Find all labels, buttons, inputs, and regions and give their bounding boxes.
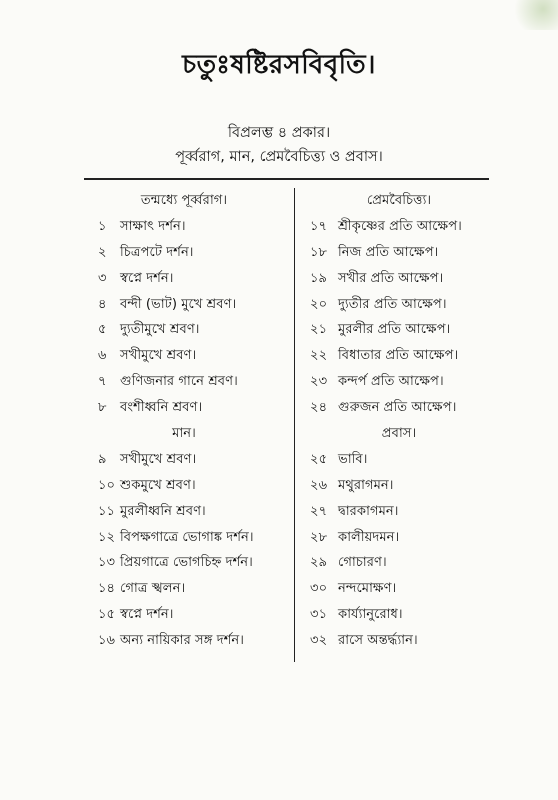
list-item [304, 602, 494, 628]
item-text: মুরলীধ্বনি শ্রবণ। [120, 503, 206, 519]
item-text: স্বপ্নে দর্শন। [120, 270, 174, 286]
item-text: গুরুজন প্রতি আক্ষেপ। [338, 400, 457, 416]
section-heading-text: তন্মধ্যে পূর্ব্বরাগ। [140, 193, 228, 208]
item-number: ২৩ [310, 374, 328, 390]
item-text: বিধাতার প্রতি আক্ষেপ। [338, 348, 459, 364]
list-item [84, 525, 284, 551]
list-item [304, 447, 494, 473]
column-divider [294, 188, 295, 662]
item-number: ১৪ [98, 581, 116, 597]
item-text: প্রিয়গাত্রে ভোগচিহ্ন দর্শন। [120, 555, 253, 571]
list-item [84, 550, 284, 576]
item-text: শ্রীকৃষ্ণের প্রতি আক্ষেপ। [338, 218, 462, 234]
list-item [84, 214, 284, 240]
item-text: সখীমুখে শ্রবণ। [120, 348, 197, 364]
section-heading-text: মান। [172, 426, 196, 442]
item-text: সাক্ষাৎ দর্শন। [120, 218, 186, 234]
item-number: ১৬ [98, 633, 116, 649]
item-text: বংশীধ্বনি শ্রবণ। [120, 400, 203, 416]
list-item [304, 499, 494, 525]
list-item [84, 292, 284, 318]
item-text: অন্য নায়িকার সঙ্গ দর্শন। [120, 633, 245, 649]
list-item [84, 447, 284, 473]
item-text: দ্যুতীমুখে শ্রবণ। [120, 322, 200, 338]
section-heading [304, 188, 494, 214]
item-number: ১১ [98, 503, 116, 519]
list-item [84, 602, 284, 628]
list-item [304, 240, 494, 266]
item-number: ১ [98, 218, 107, 234]
item-number: ৩০ [310, 581, 328, 597]
item-number: ৩১ [310, 607, 328, 623]
item-number: ২৭ [310, 503, 328, 519]
item-number: ২৬ [310, 477, 328, 493]
item-text: গোচারণ। [338, 555, 387, 571]
item-text: কার্য্যানুরোধ। [338, 607, 403, 623]
item-text: কন্দর্প প্রতি আক্ষেপ। [338, 374, 444, 390]
list-item [304, 266, 494, 292]
section-heading [304, 421, 494, 447]
section-heading [84, 421, 284, 447]
item-number: ১০ [98, 477, 116, 493]
item-text: রাসে অন্তর্দ্ধ্যান। [338, 633, 418, 649]
item-text: শুকমুখে শ্রবণ। [120, 477, 196, 493]
list-item [84, 628, 284, 654]
item-number: ১৩ [98, 555, 116, 571]
item-text: গুণিজনার গানে শ্রবণ। [120, 374, 238, 390]
item-number: ১৮ [310, 244, 328, 260]
item-text: বিপক্ষগাত্রে ভোগাঙ্ক দর্শন। [120, 529, 254, 545]
item-text: মুরলীর প্রতি আক্ষেপ। [338, 322, 451, 338]
item-number: ২০ [310, 296, 328, 312]
item-text: দ্যুতীর প্রতি আক্ষেপ। [338, 296, 447, 312]
list-item [304, 576, 494, 602]
list-item [304, 473, 494, 499]
list-item [304, 317, 494, 343]
list-item [84, 369, 284, 395]
item-number: ২৯ [310, 555, 328, 571]
subtitle-line-1: বিপ্রলম্ভ ৪ প্রকার। [227, 125, 331, 141]
item-text: মথুরাগমন। [338, 477, 394, 493]
item-text: দ্বারকাগমন। [338, 503, 399, 519]
section-heading [84, 188, 284, 214]
item-number: ৬ [98, 348, 107, 364]
list-item [304, 214, 494, 240]
left-column [84, 188, 284, 654]
item-number: ২১ [310, 322, 328, 338]
section-heading-text: প্রবাস। [381, 426, 417, 442]
list-item [304, 369, 494, 395]
list-item [304, 628, 494, 654]
item-text: নন্দমোক্ষণ। [338, 581, 397, 597]
item-number: ১৯ [310, 270, 328, 286]
item-text: গোত্র স্খলন। [120, 581, 186, 597]
item-text: স্বপ্নে দর্শন। [120, 607, 174, 623]
item-number: ১২ [98, 529, 116, 545]
list-item [304, 550, 494, 576]
item-number: ১৭ [310, 218, 328, 234]
item-number: ১৫ [98, 607, 116, 623]
item-text: ভাবি। [338, 451, 368, 467]
section-heading-text: প্রেমবৈচিত্ত্য। [366, 193, 432, 208]
item-text: চিত্রপটে দর্শন। [120, 244, 194, 260]
item-number: ২৮ [310, 529, 328, 545]
list-item [84, 395, 284, 421]
item-number: ২ [98, 244, 107, 260]
list-item [304, 525, 494, 551]
item-number: ৪ [98, 296, 107, 312]
horizontal-rule [84, 178, 489, 180]
item-number: ২৫ [310, 451, 328, 467]
item-number: ২২ [310, 348, 328, 364]
item-text: সখীমুখে শ্রবণ। [120, 451, 197, 467]
item-number: ৩২ [310, 633, 328, 649]
item-number: ২৪ [310, 400, 328, 416]
item-text: নিজ প্রতি আক্ষেপ। [338, 244, 439, 260]
list-item [84, 343, 284, 369]
right-column [304, 188, 494, 654]
item-text: সখীর প্রতি আক্ষেপ। [338, 270, 444, 286]
list-item [84, 576, 284, 602]
item-number: ৭ [98, 374, 107, 390]
list-item [84, 499, 284, 525]
list-item [304, 395, 494, 421]
item-number: ৩ [98, 270, 107, 286]
item-text: বন্দী (ভাট) মুখে শ্রবণ। [120, 296, 237, 312]
list-item [84, 266, 284, 292]
item-text: কালীয়দমন। [338, 529, 400, 545]
item-number: ৮ [98, 400, 107, 416]
list-item [84, 473, 284, 499]
item-number: ৫ [98, 322, 107, 338]
page-title: চতুঃষষ্টিরসবিবৃতি। [182, 50, 376, 80]
list-item [304, 292, 494, 318]
list-item [84, 317, 284, 343]
page-stain [508, 0, 558, 30]
list-item [304, 343, 494, 369]
item-number: ৯ [98, 451, 107, 467]
list-item [84, 240, 284, 266]
subtitle-line-2: পূর্ব্বরাগ, মান, প্রেমবৈচিত্ত্য ও প্রবাস। [175, 149, 383, 165]
